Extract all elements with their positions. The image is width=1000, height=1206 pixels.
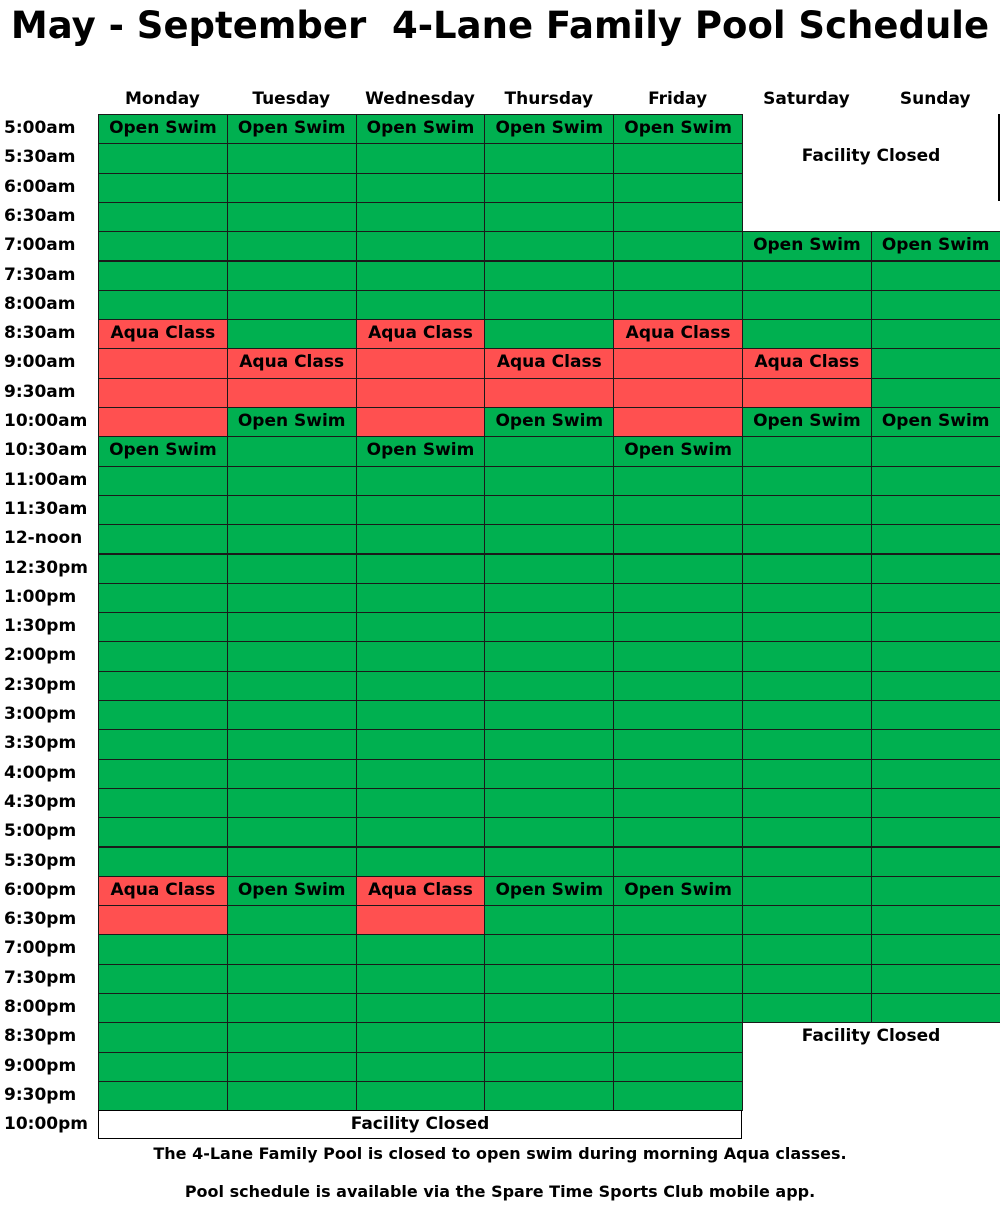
open-swim-cell [742,817,872,847]
open-swim-cell: Open Swim [613,876,743,906]
open-swim-cell [98,583,228,613]
open-swim-cell [356,290,486,320]
day-header-thursday: Thursday [504,89,594,109]
open-swim-cell [227,847,357,877]
open-swim-cell [484,524,614,554]
open-swim-cell [613,905,743,935]
open-swim-cell [871,905,1000,935]
open-swim-cell [613,1081,743,1111]
open-swim-cell [742,759,872,789]
aqua-class-cell [356,378,486,408]
open-swim-cell [98,964,228,994]
open-swim-cell [871,671,1000,701]
open-swim-cell: Open Swim [484,407,614,437]
open-swim-cell [356,1081,486,1111]
open-swim-cell [98,817,228,847]
open-swim-cell [98,554,228,584]
open-swim-cell [98,934,228,964]
open-swim-cell [742,641,872,671]
open-swim-cell [227,729,357,759]
open-swim-cell [227,583,357,613]
open-swim-cell [871,759,1000,789]
open-swim-cell: Open Swim [613,436,743,466]
open-swim-cell [356,173,486,203]
open-swim-cell: Open Swim [356,436,486,466]
open-swim-cell [227,261,357,291]
open-swim-cell [613,495,743,525]
aqua-class-cell [613,378,743,408]
open-swim-cell [227,788,357,818]
aqua-class-cell [98,378,228,408]
open-swim-cell: Open Swim [871,407,1000,437]
open-swim-cell [742,876,872,906]
time-label: 8:30am [4,323,76,344]
time-label: 7:00am [4,235,76,256]
open-swim-cell [227,641,357,671]
aqua-class-cell: Aqua Class [356,319,486,349]
time-label: 11:30am [4,498,88,519]
time-label: 5:00am [4,118,76,138]
open-swim-cell [484,143,614,173]
open-swim-cell [613,202,743,232]
open-swim-cell [484,964,614,994]
open-swim-cell [742,964,872,994]
open-swim-cell [484,1081,614,1111]
open-swim-cell [742,700,872,730]
aqua-class-cell [613,407,743,437]
open-swim-cell [613,290,743,320]
open-swim-cell [98,495,228,525]
aqua-class-cell [227,378,357,408]
time-label: 8:30pm [4,1026,77,1047]
time-label: 7:00pm [4,938,77,959]
time-label: 12:30pm [4,557,88,578]
time-label: 5:30am [4,147,76,168]
open-swim-cell [742,583,872,613]
time-label: 11:00am [4,469,88,490]
open-swim-cell [613,817,743,847]
open-swim-cell [742,612,872,642]
open-swim-cell [227,554,357,584]
open-swim-cell [871,436,1000,466]
open-swim-cell [484,466,614,496]
open-swim-cell [742,319,872,349]
open-swim-cell [227,759,357,789]
open-swim-cell [356,1022,486,1052]
open-swim-cell: Open Swim [742,231,872,261]
open-swim-cell [227,202,357,232]
open-swim-cell [484,231,614,261]
day-header-monday: Monday [124,89,200,109]
time-label: 8:00pm [4,997,77,1017]
time-label: 7:30pm [4,967,77,988]
open-swim-cell [356,495,486,525]
aqua-class-cell: Aqua Class [484,348,614,378]
page-title: May - September 4-Lane Family Pool Schedule [10,4,990,47]
open-swim-cell [227,1081,357,1111]
open-swim-cell: Open Swim [227,407,357,437]
open-swim-cell [227,700,357,730]
open-swim-cell [613,847,743,877]
open-swim-cell [484,173,614,203]
open-swim-cell [227,817,357,847]
open-swim-cell [484,641,614,671]
weekend-evening-closed-label: Facility Closed [801,1026,941,1046]
open-swim-cell [613,583,743,613]
open-swim-cell [613,788,743,818]
weekend-morning-closed-label: Facility Closed [801,146,941,166]
open-swim-cell [227,905,357,935]
aqua-class-cell: Aqua Class [742,348,872,378]
open-swim-cell [356,671,486,701]
time-label: 6:30am [4,205,76,226]
open-swim-cell [484,612,614,642]
open-swim-cell [227,231,357,261]
time-label: 9:00pm [4,1055,77,1076]
open-swim-cell [871,378,1000,408]
open-swim-cell: Open Swim [227,114,357,144]
open-swim-cell [227,466,357,496]
day-header-tuesday: Tuesday [252,89,331,109]
open-swim-cell [871,524,1000,554]
aqua-class-cell [484,378,614,408]
open-swim-cell [356,847,486,877]
open-swim-cell [742,466,872,496]
open-swim-cell [98,173,228,203]
open-swim-cell [98,788,228,818]
open-swim-cell [356,202,486,232]
open-swim-cell [98,1022,228,1052]
open-swim-cell [484,729,614,759]
open-swim-cell [871,466,1000,496]
open-swim-cell [227,436,357,466]
time-label: 9:30pm [4,1084,77,1105]
time-label: 6:00pm [4,879,77,900]
aqua-class-cell [98,348,228,378]
open-swim-cell [484,436,614,466]
open-swim-cell [356,554,486,584]
open-swim-cell [484,817,614,847]
open-swim-cell [871,495,1000,525]
open-swim-cell [356,641,486,671]
open-swim-cell [356,524,486,554]
open-swim-cell [98,759,228,789]
open-swim-cell [356,143,486,173]
aqua-class-cell: Aqua Class [98,876,228,906]
open-swim-cell [227,319,357,349]
aqua-class-cell [613,348,743,378]
open-swim-cell [871,788,1000,818]
open-swim-cell [484,700,614,730]
aqua-class-cell: Aqua Class [98,319,228,349]
time-label: 2:30pm [4,674,77,695]
aqua-class-cell [356,905,486,935]
open-swim-cell [98,993,228,1023]
open-swim-cell [98,261,228,291]
time-label: 5:30pm [4,850,77,871]
open-swim-cell [356,261,486,291]
time-label: 6:30pm [4,909,77,930]
time-label: 12-noon [4,528,83,549]
open-swim-cell [356,759,486,789]
open-swim-cell [742,905,872,935]
time-label: 3:30pm [4,733,77,754]
open-swim-cell [356,964,486,994]
time-label: 10:00pm [4,1114,88,1135]
aqua-class-cell [356,407,486,437]
aqua-class-cell: Aqua Class [227,348,357,378]
open-swim-cell [871,964,1000,994]
aqua-class-cell [742,378,872,408]
open-swim-cell [227,612,357,642]
open-swim-cell [356,993,486,1023]
open-swim-cell [98,700,228,730]
open-swim-cell [613,1052,743,1082]
open-swim-cell [871,261,1000,291]
open-swim-cell [98,143,228,173]
open-swim-cell [613,993,743,1023]
open-swim-cell [484,1052,614,1082]
open-swim-cell [613,231,743,261]
open-swim-cell [484,261,614,291]
open-swim-cell [871,583,1000,613]
open-swim-cell [98,612,228,642]
open-swim-cell [613,554,743,584]
time-label: 1:30pm [4,616,77,637]
open-swim-cell [227,1052,357,1082]
open-swim-cell: Open Swim [98,436,228,466]
open-swim-cell: Open Swim [484,114,614,144]
open-swim-cell: Open Swim [613,114,743,144]
open-swim-cell [484,495,614,525]
open-swim-cell [742,436,872,466]
open-swim-cell [484,583,614,613]
open-swim-cell [227,173,357,203]
open-swim-cell [613,173,743,203]
day-header-sunday: Sunday [899,89,971,109]
open-swim-cell [484,319,614,349]
open-swim-cell [484,993,614,1023]
open-swim-cell [356,934,486,964]
time-label: 9:00am [4,352,76,373]
aqua-class-cell: Aqua Class [613,319,743,349]
time-label: 10:00am [4,411,88,431]
open-swim-cell [98,466,228,496]
open-swim-cell: Open Swim [484,876,614,906]
open-swim-cell [613,524,743,554]
open-swim-cell [98,671,228,701]
open-swim-cell [484,847,614,877]
open-swim-cell [484,905,614,935]
open-swim-cell [613,934,743,964]
open-swim-cell [484,788,614,818]
open-swim-cell [871,554,1000,584]
open-swim-cell: Open Swim [227,876,357,906]
day-header-saturday: Saturday [763,89,850,109]
open-swim-cell [98,1081,228,1111]
open-swim-cell [871,348,1000,378]
open-swim-cell [227,993,357,1023]
open-swim-cell: Open Swim [98,114,228,144]
open-swim-cell [98,202,228,232]
open-swim-cell [484,759,614,789]
open-swim-cell [227,495,357,525]
aqua-class-cell [98,905,228,935]
open-swim-cell [227,1022,357,1052]
open-swim-cell [613,612,743,642]
open-swim-cell [227,143,357,173]
open-swim-cell [871,847,1000,877]
time-label: 3:00pm [4,704,77,724]
open-swim-cell [98,729,228,759]
open-swim-cell [484,202,614,232]
open-swim-cell [356,231,486,261]
open-swim-cell [98,231,228,261]
aqua-class-cell [356,348,486,378]
open-swim-cell [227,964,357,994]
aqua-class-cell [98,407,228,437]
time-label: 10:30am [4,440,88,461]
open-swim-cell [356,817,486,847]
open-swim-cell [871,817,1000,847]
time-label: 4:30pm [4,791,77,812]
open-swim-cell [871,934,1000,964]
open-swim-cell [98,524,228,554]
open-swim-cell [871,612,1000,642]
open-swim-cell: Open Swim [742,407,872,437]
open-swim-cell [742,554,872,584]
open-swim-cell [356,583,486,613]
time-label: 5:00pm [4,821,77,842]
time-label: 2:00pm [4,645,77,666]
open-swim-cell [871,993,1000,1023]
open-swim-cell [356,466,486,496]
open-swim-cell [356,1052,486,1082]
time-label: 9:30am [4,381,76,402]
open-swim-cell [613,466,743,496]
open-swim-cell [871,641,1000,671]
open-swim-cell [98,847,228,877]
weekday-night-closed-label: Facility Closed [98,1110,742,1139]
aqua-class-cell: Aqua Class [356,876,486,906]
open-swim-cell [227,290,357,320]
open-swim-cell [742,290,872,320]
time-label: 1:00pm [4,586,77,607]
open-swim-cell [98,290,228,320]
day-header-friday: Friday [648,89,708,109]
open-swim-cell [613,1022,743,1052]
time-label: 6:00am [4,176,76,197]
open-swim-cell [613,143,743,173]
open-swim-cell [227,671,357,701]
open-swim-cell [613,671,743,701]
open-swim-cell [742,261,872,291]
open-swim-cell [871,319,1000,349]
open-swim-cell [871,729,1000,759]
open-swim-cell [227,524,357,554]
open-swim-cell [742,847,872,877]
open-swim-cell: Open Swim [356,114,486,144]
open-swim-cell [613,261,743,291]
open-swim-cell [742,788,872,818]
time-label: 7:30am [4,264,76,285]
time-label: 4:00pm [4,762,77,783]
open-swim-cell [742,524,872,554]
open-swim-cell [742,671,872,701]
open-swim-cell [742,495,872,525]
open-swim-cell [742,993,872,1023]
open-swim-cell [613,729,743,759]
footer-note-app: Pool schedule is available via the Spare Time Sports Club mobile app. [184,1182,816,1201]
open-swim-cell [484,290,614,320]
open-swim-cell [484,934,614,964]
open-swim-cell [742,934,872,964]
open-swim-cell [227,934,357,964]
footer-note-closure: The 4-Lane Family Pool is closed to open swim during morning Aqua classes. [153,1144,847,1163]
open-swim-cell [742,729,872,759]
open-swim-cell [484,671,614,701]
open-swim-cell [871,290,1000,320]
open-swim-cell [613,700,743,730]
open-swim-cell [356,612,486,642]
open-swim-cell [356,788,486,818]
open-swim-cell [613,759,743,789]
open-swim-cell [484,554,614,584]
open-swim-cell [98,1052,228,1082]
open-swim-cell [613,964,743,994]
open-swim-cell [484,1022,614,1052]
time-label: 8:00am [4,293,76,314]
open-swim-cell [98,641,228,671]
open-swim-cell [356,729,486,759]
open-swim-cell [613,641,743,671]
day-header-wednesday: Wednesday [365,89,475,109]
open-swim-cell [871,876,1000,906]
open-swim-cell [356,700,486,730]
open-swim-cell [871,700,1000,730]
open-swim-cell: Open Swim [871,231,1000,261]
